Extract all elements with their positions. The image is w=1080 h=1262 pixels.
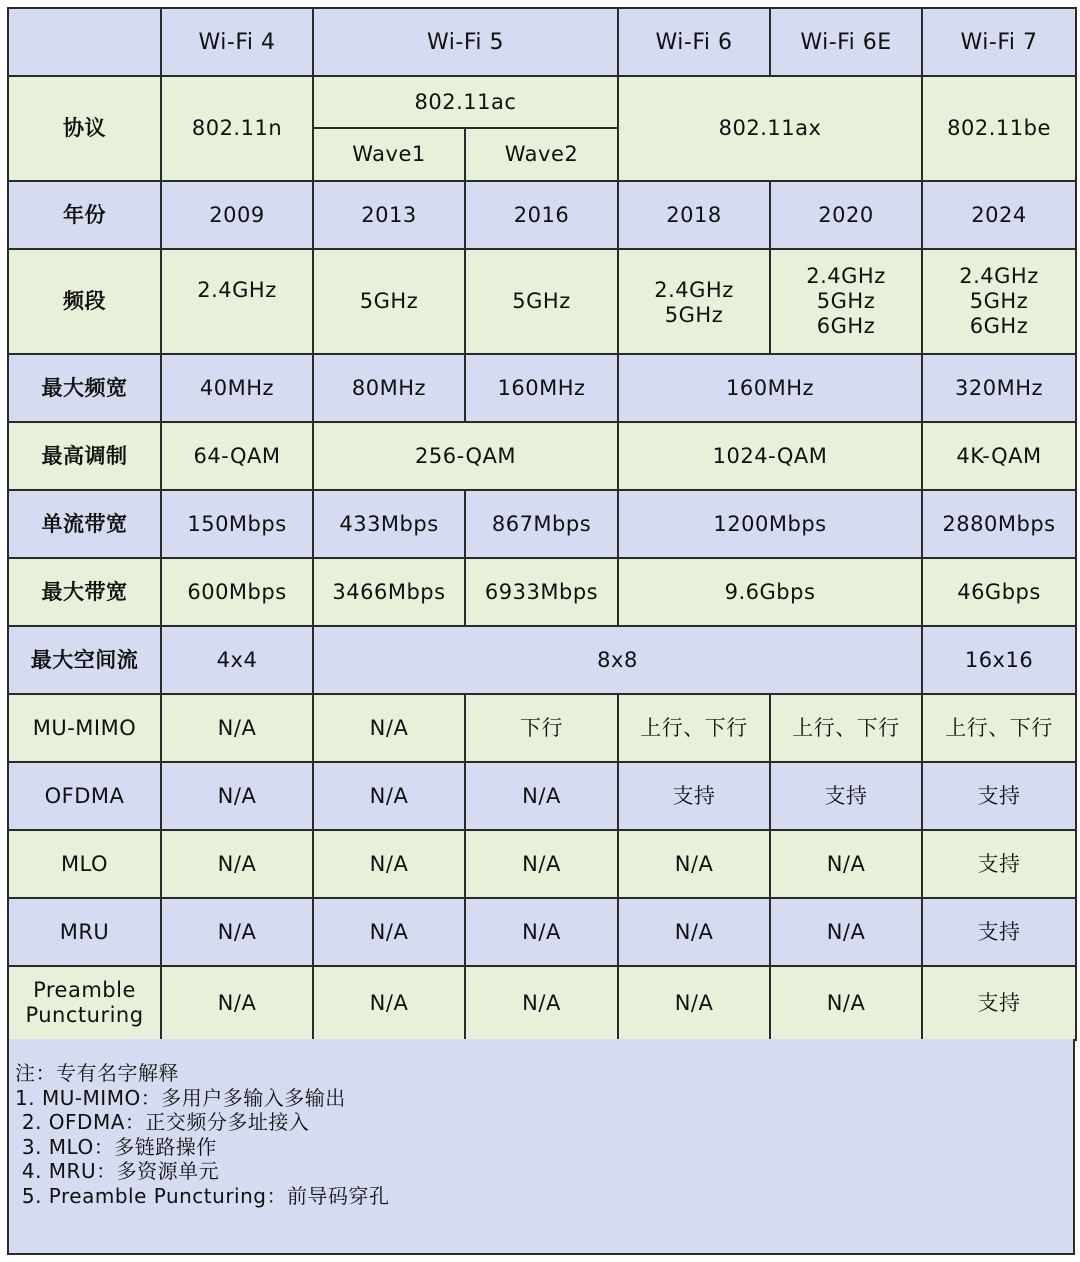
mlo-cell: N/A [313, 830, 465, 898]
mru-row [8, 898, 1076, 966]
mlo-cell: N/A [618, 830, 770, 898]
spatial-streams-label: 最大空间流 [8, 626, 161, 694]
header-wifi-5: Wi-Fi 5 [313, 8, 618, 76]
modulation-row [8, 422, 1076, 490]
mru-cell: N/A [618, 898, 770, 966]
mlo-cell: N/A [465, 830, 618, 898]
note-item: 3. MLO：多链路操作 [15, 1134, 217, 1159]
max-rate-wifi7: 46Gbps [922, 558, 1076, 626]
mlo-cell: 支持 [922, 830, 1076, 898]
spatial-streams-wifi4: 4x4 [161, 626, 313, 694]
mru-cell: N/A [313, 898, 465, 966]
wifi-comparison-table [7, 7, 1077, 1041]
ofdma-cell: N/A [465, 762, 618, 830]
band-cell: 2.4GHz 5GHz 6GHz [922, 249, 1076, 354]
mu-mimo-cell: 上行、下行 [618, 694, 770, 762]
max-bandwidth-wifi7: 320MHz [922, 354, 1076, 422]
band-row [8, 249, 1076, 354]
max-bandwidth-wave2: 160MHz [465, 354, 618, 422]
single-stream-wave1: 433Mbps [313, 490, 465, 558]
note-item: 5. Preamble Puncturing：前导码穿孔 [15, 1183, 390, 1208]
mlo-cell: N/A [770, 830, 922, 898]
protocol-wave2: Wave2 [465, 128, 618, 181]
modulation-wifi6: 1024-QAM [618, 422, 922, 490]
ofdma-row [8, 762, 1076, 830]
modulation-wifi4: 64-QAM [161, 422, 313, 490]
header-wifi-7: Wi-Fi 7 [922, 8, 1076, 76]
ofdma-cell: 支持 [770, 762, 922, 830]
notes-panel [7, 1039, 1075, 1255]
spatial-streams-row [8, 626, 1076, 694]
max-rate-wifi4: 600Mbps [161, 558, 313, 626]
header-wifi-6: Wi-Fi 6 [618, 8, 770, 76]
mru-cell: 支持 [922, 898, 1076, 966]
single-stream-wifi4: 150Mbps [161, 490, 313, 558]
single-stream-wifi7: 2880Mbps [922, 490, 1076, 558]
max-bandwidth-wave1: 80MHz [313, 354, 465, 422]
note-item: 4. MRU：多资源单元 [15, 1159, 220, 1183]
single-stream-row [8, 490, 1076, 558]
header-wifi-4: Wi-Fi 4 [161, 8, 313, 76]
preamble-cell: 支持 [922, 966, 1076, 1040]
single-stream-wifi6: 1200Mbps [618, 490, 922, 558]
year-cell: 2009 [161, 181, 313, 249]
mru-label: MRU [8, 898, 161, 966]
protocol-label: 协议 [8, 76, 161, 181]
max-rate-row [8, 558, 1076, 626]
note-item: 1. MU-MIMO：多用户多输入多输出 [15, 1085, 346, 1110]
preamble-cell: N/A [161, 966, 313, 1040]
single-stream-label: 单流带宽 [8, 490, 161, 558]
year-cell: 2020 [770, 181, 922, 249]
year-row [8, 181, 1076, 249]
modulation-wifi5: 256-QAM [313, 422, 618, 490]
year-cell: 2016 [465, 181, 618, 249]
mu-mimo-cell: 上行、下行 [770, 694, 922, 762]
max-rate-wave2: 6933Mbps [465, 558, 618, 626]
ofdma-label: OFDMA [8, 762, 161, 830]
mu-mimo-label: MU-MIMO [8, 694, 161, 762]
max-bandwidth-wifi6: 160MHz [618, 354, 922, 422]
preamble-row [8, 966, 1076, 1040]
mu-mimo-cell: N/A [313, 694, 465, 762]
ofdma-cell: 支持 [618, 762, 770, 830]
protocol-wifi5: 802.11ac [313, 76, 618, 128]
mru-cell: N/A [465, 898, 618, 966]
band-label: 频段 [8, 249, 161, 354]
header-row [8, 8, 1076, 76]
protocol-wave1: Wave1 [313, 128, 465, 181]
band-cell: 2.4GHz 5GHz 6GHz [770, 249, 922, 354]
ofdma-cell: N/A [313, 762, 465, 830]
protocol-wifi7: 802.11be [922, 76, 1076, 181]
max-bandwidth-wifi4: 40MHz [161, 354, 313, 422]
mu-mimo-cell: N/A [161, 694, 313, 762]
spatial-streams-middle: 8x8 [313, 626, 922, 694]
notes-title: 注：专有名字解释 [15, 1061, 179, 1085]
max-rate-wave1: 3466Mbps [313, 558, 465, 626]
preamble-cell: N/A [313, 966, 465, 1040]
band-cell: 5GHz [313, 249, 465, 354]
max-bandwidth-row [8, 354, 1076, 422]
spatial-streams-wifi7: 16x16 [922, 626, 1076, 694]
band-cell: 5GHz [465, 249, 618, 354]
max-rate-wifi6: 9.6Gbps [618, 558, 922, 626]
corner-cell [8, 8, 161, 76]
modulation-label: 最高调制 [8, 422, 161, 490]
mlo-label: MLO [8, 830, 161, 898]
mlo-row [8, 830, 1076, 898]
preamble-cell: N/A [770, 966, 922, 1040]
protocol-wifi6: 802.11ax [618, 76, 922, 181]
preamble-cell: N/A [465, 966, 618, 1040]
ofdma-cell: 支持 [922, 762, 1076, 830]
year-cell: 2013 [313, 181, 465, 249]
mru-cell: N/A [161, 898, 313, 966]
year-cell: 2024 [922, 181, 1076, 249]
wifi-comparison-document [7, 7, 1075, 1255]
max-bandwidth-label: 最大频宽 [8, 354, 161, 422]
year-cell: 2018 [618, 181, 770, 249]
mu-mimo-row [8, 694, 1076, 762]
protocol-row [8, 76, 1076, 128]
band-cell: 2.4GHz 5GHz [618, 249, 770, 354]
mlo-cell: N/A [161, 830, 313, 898]
header-wifi-6e: Wi-Fi 6E [770, 8, 922, 76]
modulation-wifi7: 4K-QAM [922, 422, 1076, 490]
note-item: 2. OFDMA：正交频分多址接入 [15, 1110, 310, 1134]
mu-mimo-cell: 上行、下行 [922, 694, 1076, 762]
preamble-label: Preamble Puncturing [8, 966, 161, 1040]
band-cell: 2.4GHz [161, 249, 313, 354]
single-stream-wave2: 867Mbps [465, 490, 618, 558]
mru-cell: N/A [770, 898, 922, 966]
year-label: 年份 [8, 181, 161, 249]
preamble-cell: N/A [618, 966, 770, 1040]
ofdma-cell: N/A [161, 762, 313, 830]
mu-mimo-cell: 下行 [465, 694, 618, 762]
max-rate-label: 最大带宽 [8, 558, 161, 626]
protocol-wifi4: 802.11n [161, 76, 313, 181]
